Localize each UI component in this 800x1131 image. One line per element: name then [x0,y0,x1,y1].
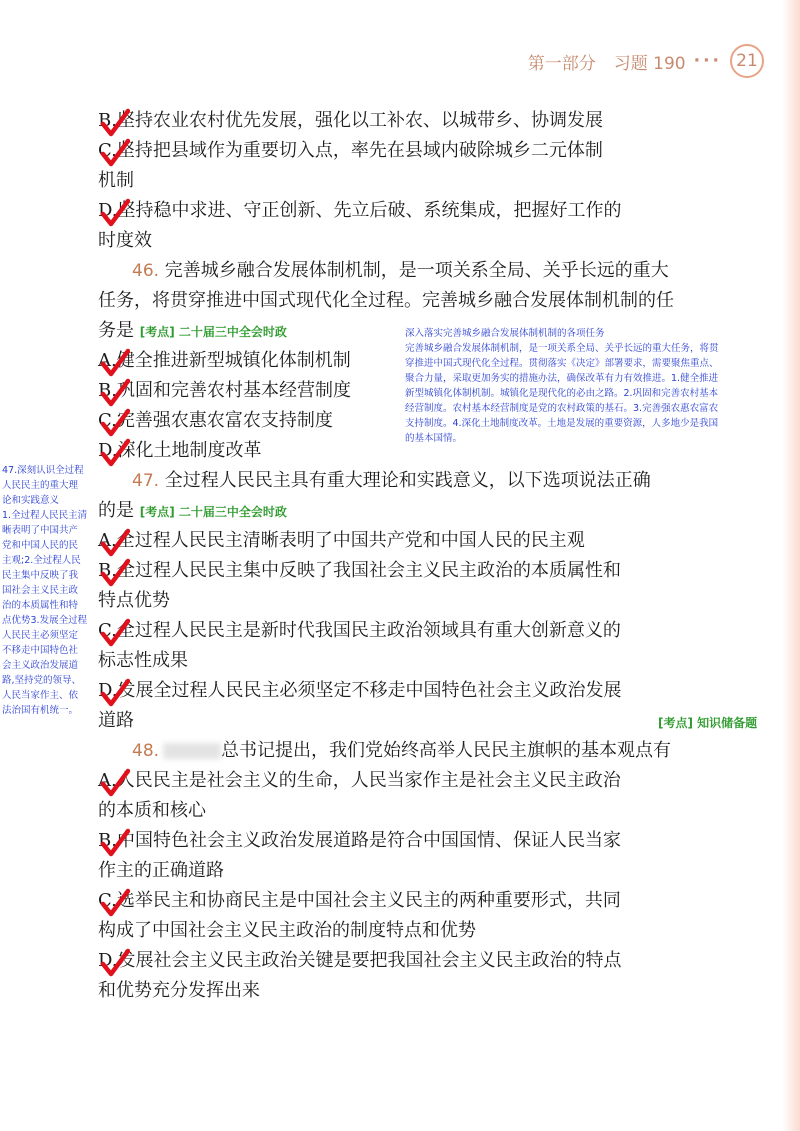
check-mark-icon [100,378,130,408]
q47-tag: [考点] 二十届三中全会时政 [139,505,287,519]
question-content [98,106,758,1006]
q48-option-c-cont: 构成了中国社会主义民主政治的制度特点和优势 [98,920,476,941]
check-mark-icon [100,768,130,798]
q47-stem: 47. 全过程人民民主具有重大理论和实践意义，以下选项说法正确 [132,470,651,491]
check-mark-icon [100,528,130,558]
q48-tag: [考点] 知识储备题 [658,716,758,730]
q47-option-a: A.全过程人民民主清晰表明了中国共产党和中国人民的民主观 [98,526,710,556]
q48-option-d-cont: 和优势充分发挥出来 [98,980,260,1001]
page-number: 21 [730,44,764,78]
check-mark-icon [100,198,130,228]
q46-stem: 46. 完善城乡融合发展体制机制，是一项关系全局、关乎长远的重大 [132,260,669,281]
check-mark-icon [100,348,130,378]
check-mark-icon [100,438,130,468]
q47-option-d: D.发展全过程人民民主必须坚定不移走中国特色社会主义政治发展 [98,676,710,706]
q48-option-a: A.人民民主是社会主义的生命，人民当家作主是社会主义民主政治 [98,766,710,796]
check-mark-icon [100,408,130,438]
header-dots: ··· [693,51,722,71]
q47-option-d-cont: 道路 [考点] 知识储备题 [98,706,710,736]
redacted-text [163,743,221,759]
q46-note: 深入落实完善城乡融合发展体制机制的各项任务 完善城乡融合发展体制机制，是一项关系全局、关乎长远的重大任务，将贯 穿推进中国式现代化全过程。贯彻落实《决定》部署要求，需要聚焦重点、 聚合力量，采取更加务实的措施办法，确保改革有力有效推进。1.健全推进 新型城镇化体制机制。城镇化是现代化的必由之路。2.巩固和完善农村基本 经营制度。农村基本经营制度是党的农村政策的基石。3.完善强农惠农富农 支持制度。4.深化土地制度改革。土地是发展的重要资源，人多地少是我国 的基本国情。 [405,328,719,444]
q47-option-c-cont: 标志性成果 [98,650,188,671]
q47-stem-end: 的是 [考点] 二十届三中全会时政 [98,500,287,521]
check-mark-icon [100,888,130,918]
q48-stem: 48. 总书记提出，我们党始终高举人民民主旗帜的基本观点有 [132,740,672,761]
q46-option-c: C.完善强农惠农富农支持制度 [98,406,710,436]
q48-option-d: D.发展社会主义民主政治关键是要把我国社会主义民主政治的特点 [98,946,710,976]
q45-option-c: C.坚持把县域作为重要切入点，率先在县域内破除城乡二元体制 [98,136,710,166]
q48-number: 48. [132,741,160,761]
q47-note: 47.深刻认识全过程 人民民主的重大理 论和实践意义 1.全过程人民民主清 晰表明了中国共产 党和中国人民的民 主观;2.全过程人民 民主集中反映了我 国社会主义民主政 治的本质属性和特 点优势3.发展全过程 人民民主必须坚定 不移走中国特色社 会主义政治发展道 路,坚持党的领导、 人民当家作主、依 法治国有机统一。 [2,465,88,716]
q47-option-b: B.全过程人民民主集中反映了我国社会主义民主政治的本质属性和 [98,556,710,586]
part-label: 第一部分 [527,53,596,74]
check-mark-icon [100,138,130,168]
q46-option-d: D.深化土地制度改革 [98,436,710,466]
q45-option-c-cont: 机制 [98,170,134,191]
check-mark-icon [100,948,130,978]
q47-number: 47. [132,471,160,491]
q46-number: 46. [132,261,160,281]
q45-option-d: D.坚持稳中求进、守正创新、先立后破、系统集成，把握好工作的 [98,196,710,226]
q46-tag: [考点] 二十届三中全会时政 [139,325,287,339]
q48-option-a-cont: 的本质和核心 [98,800,206,821]
q46-option-a: A.健全推进新型城镇化体制机制 [98,346,710,376]
q47-option-b-cont: 特点优势 [98,590,170,611]
check-mark-icon [100,108,130,138]
q48-option-b-cont: 作主的正确道路 [98,860,224,881]
page-edge-shade [782,0,800,1131]
q46-stem-end: 务是 [考点] 二十届三中全会时政 [98,320,287,341]
q46-option-b: B.巩固和完善农村基本经营制度 [98,376,710,406]
check-mark-icon [100,678,130,708]
check-mark-icon [100,558,130,588]
q46-stem-cont: 任务，将贯穿推进中国式现代化全过程。完善城乡融合发展体制机制的任 [98,290,674,311]
q48-option-c: C.选举民主和协商民主是中国社会主义民主的两种重要形式，共同 [98,886,710,916]
page-header [528,44,764,78]
q45-option-d-cont: 时度效 [98,230,152,251]
check-mark-icon [100,618,130,648]
q47-option-c: C.全过程人民民主是新时代我国民主政治领域具有重大创新意义的 [98,616,710,646]
q48-option-b: B.中国特色社会主义政治发展道路是符合中国国情、保证人民当家 [98,826,710,856]
check-mark-icon [100,828,130,858]
section-label: 习题 190 [613,53,686,74]
q45-option-b: B.坚持农业农村优先发展，强化以工补农、以城带乡、协调发展 [98,106,710,136]
